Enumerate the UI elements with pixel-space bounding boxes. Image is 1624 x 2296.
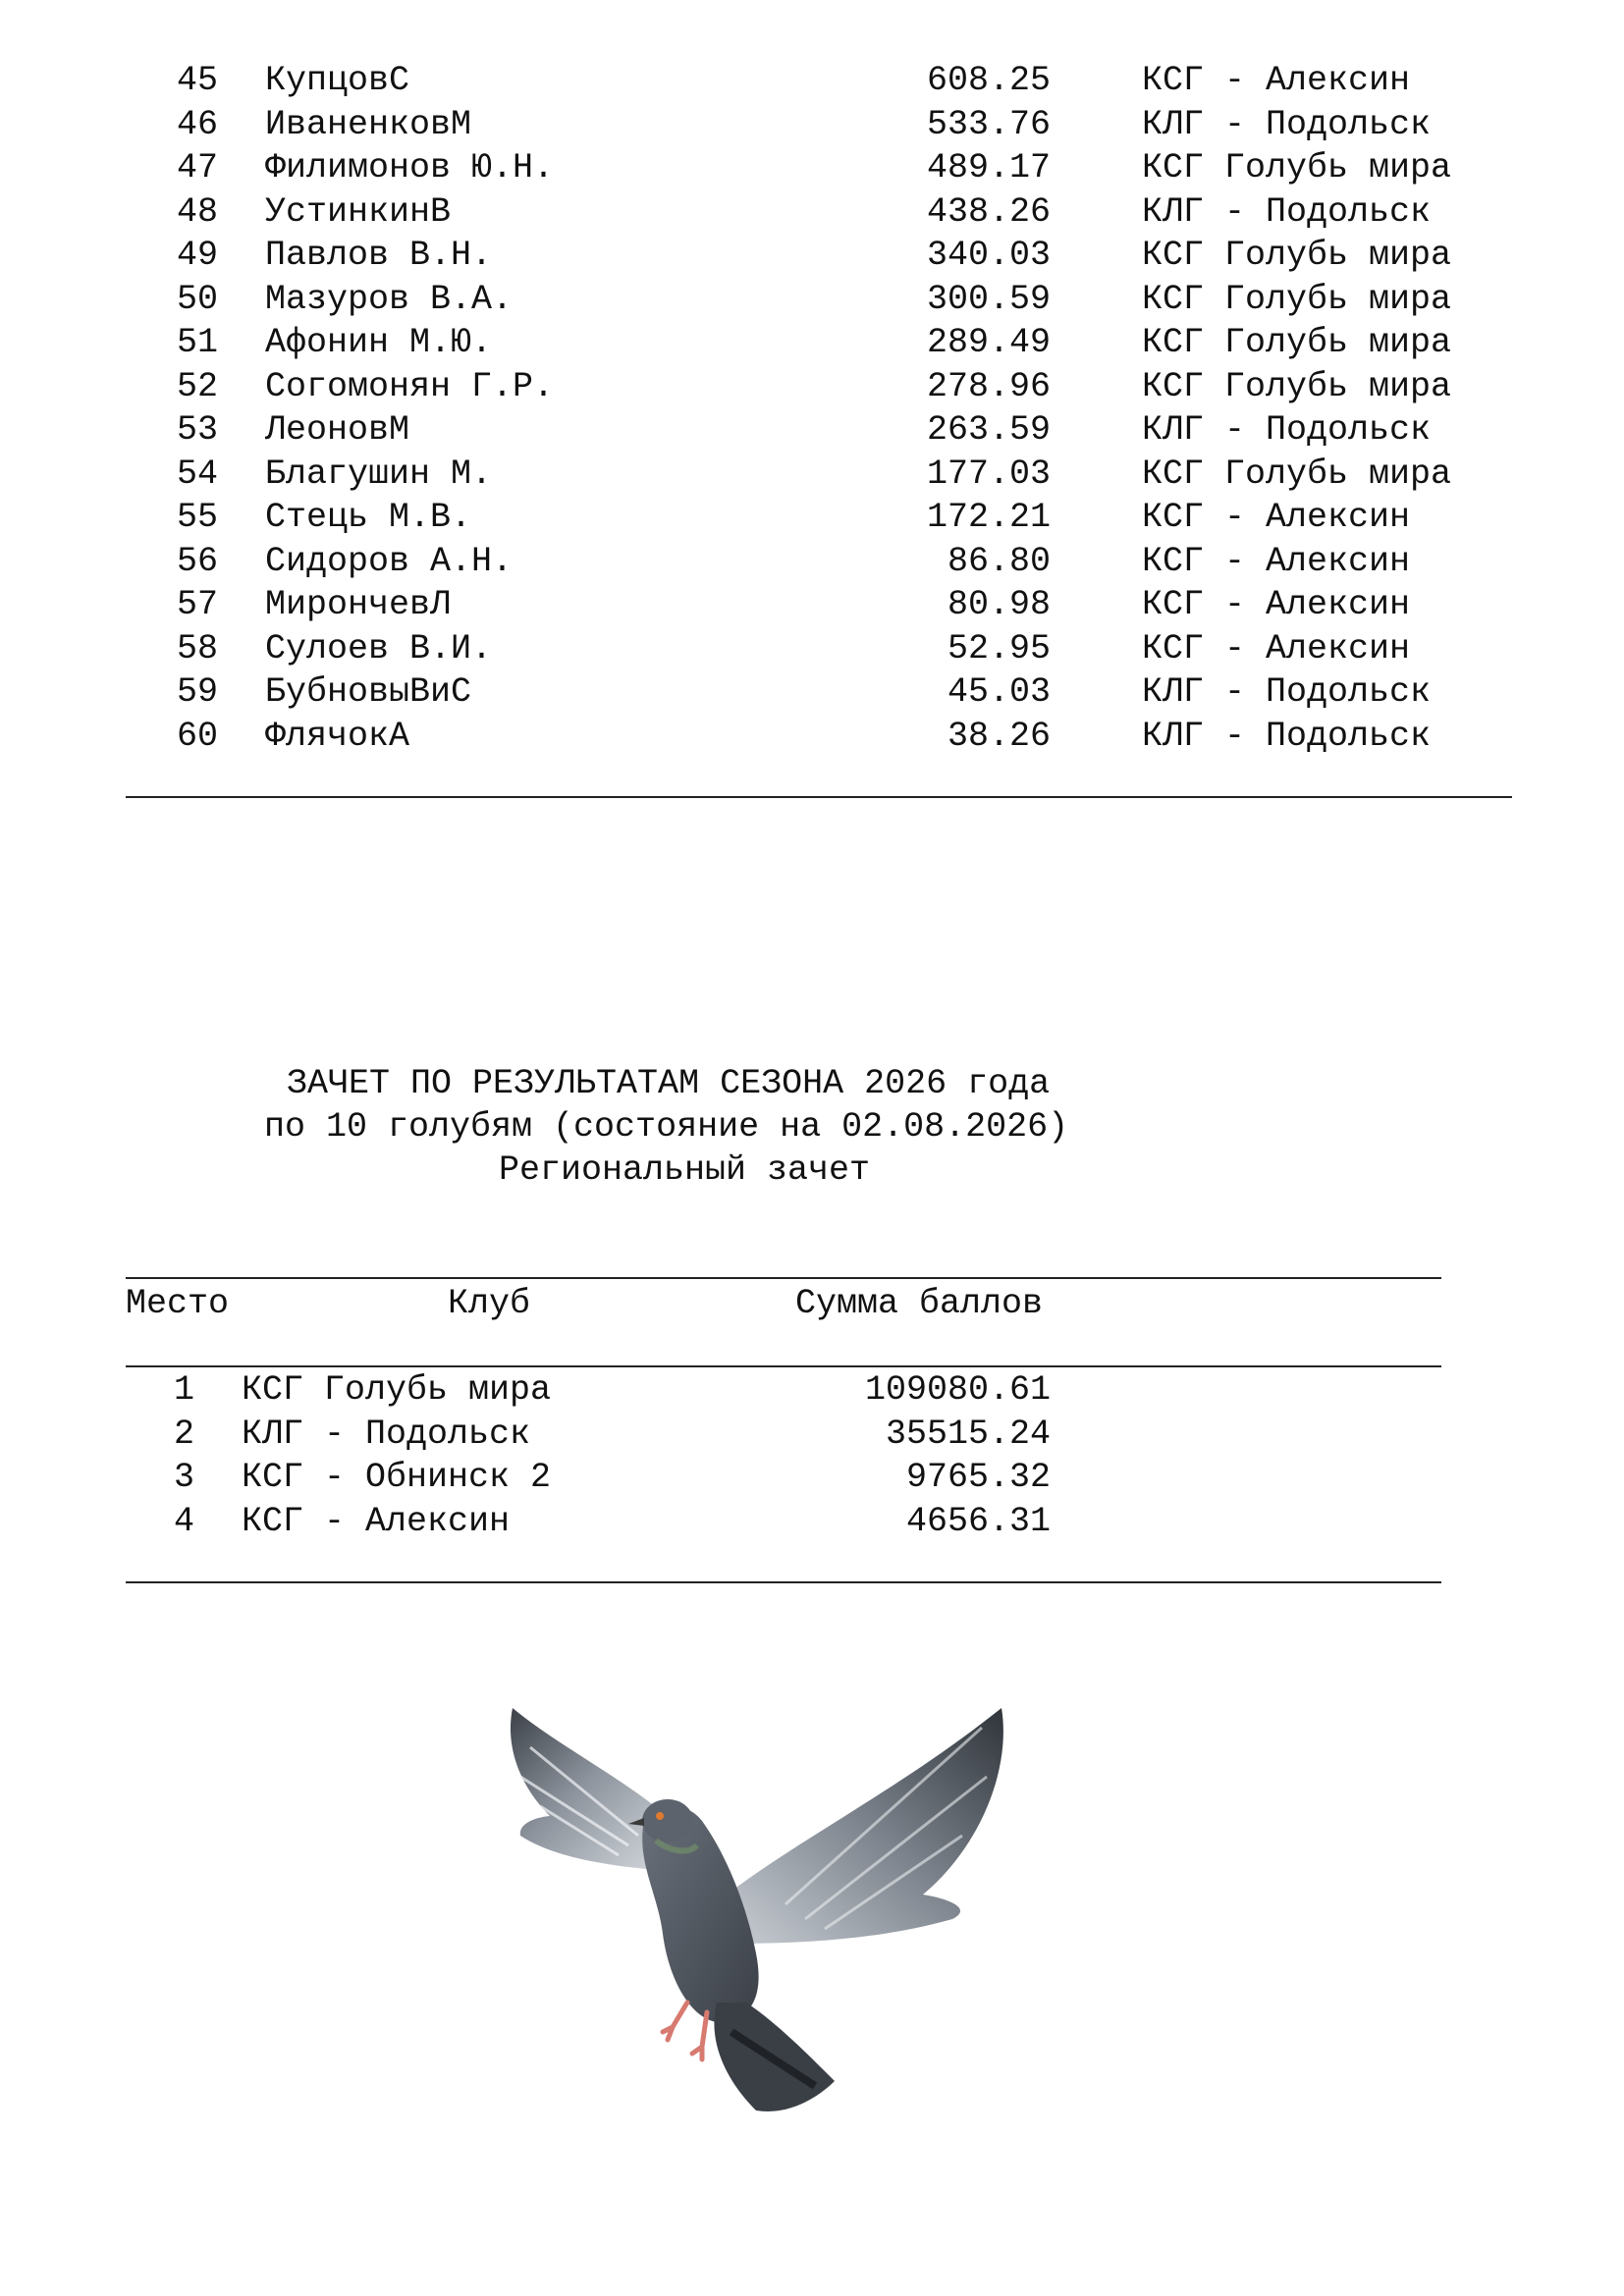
club-place: 2	[173, 1414, 194, 1454]
ranking-place: 45	[176, 61, 218, 100]
ranking-club: КСГ - Алексин	[1142, 61, 1411, 100]
ranking-name: КупцовС	[265, 61, 410, 100]
ranking-row	[0, 278, 1624, 322]
ranking-club: КСГ Голубь мира	[1142, 236, 1452, 275]
section-title: ЗАЧЕТ ПО РЕЗУЛЬТАТАМ СЕЗОНА 2026 года	[287, 1064, 1051, 1103]
ranking-name: Сидоров А.Н.	[265, 541, 514, 581]
club-place: 3	[173, 1458, 194, 1497]
ranking-name: Согомонян Г.Р.	[265, 366, 555, 406]
ranking-score: 533.76	[926, 104, 1051, 144]
ranking-score: 608.25	[926, 61, 1051, 100]
ranking-score: 438.26	[926, 191, 1051, 232]
ranking-row	[0, 190, 1624, 235]
ranking-place: 52	[176, 366, 218, 406]
ranking-score: 289.49	[926, 323, 1051, 362]
ranking-score: 300.59	[926, 279, 1051, 319]
ranking-score: 263.59	[926, 410, 1051, 450]
club-standings	[0, 1368, 1624, 1543]
ranking-club: КЛГ - Подольск	[1142, 716, 1432, 756]
ranking-row	[0, 670, 1624, 715]
ranking-club: КСГ Голубь мира	[1142, 148, 1452, 187]
ranking-place: 51	[176, 323, 218, 362]
ranking-club: КСГ - Алексин	[1142, 541, 1411, 581]
ranking-name: ЛеоновМ	[265, 410, 410, 450]
divider-line	[126, 1581, 1441, 1583]
ranking-name: Филимонов Ю.Н.	[265, 148, 555, 187]
ranking-place: 49	[176, 236, 218, 275]
ranking-name: ИваненковМ	[265, 104, 472, 144]
ranking-name: Сулоев В.И.	[265, 628, 493, 668]
ranking-place: 57	[176, 585, 218, 624]
ranking-club: КСГ Голубь мира	[1142, 454, 1452, 494]
ranking-name: МирончевЛ	[265, 585, 452, 624]
ranking-name: УстинкинВ	[265, 191, 452, 232]
club-row	[0, 1368, 1624, 1413]
ranking-place: 60	[176, 716, 218, 756]
ranking-row	[0, 103, 1624, 147]
club-row	[0, 1456, 1624, 1500]
ranking-club: КСГ Голубь мира	[1142, 366, 1452, 406]
ranking-row	[0, 234, 1624, 278]
ranking-club: КЛГ - Подольск	[1142, 191, 1432, 232]
ranking-club: КСГ Голубь мира	[1142, 279, 1452, 319]
ranking-club: КСГ - Алексин	[1142, 628, 1411, 668]
divider-line	[126, 796, 1512, 798]
ranking-row	[0, 583, 1624, 627]
ranking-row	[0, 59, 1624, 103]
club-row	[0, 1500, 1624, 1544]
ranking-name: Мазуров В.А.	[265, 279, 514, 319]
ranking-name: ФлячокА	[265, 716, 410, 756]
club-place: 4	[173, 1501, 194, 1541]
ranking-club: КЛГ - Подольск	[1142, 104, 1432, 144]
column-header-club: Клуб	[448, 1284, 531, 1323]
club-sum: 109080.61	[864, 1370, 1051, 1410]
ranking-club: КЛГ - Подольск	[1142, 672, 1432, 712]
column-header-place: Место	[126, 1284, 230, 1323]
ranking-score: 278.96	[926, 366, 1051, 406]
ranking-name: Стець М.В.	[265, 498, 472, 537]
ranking-name: Афонин М.Ю.	[265, 323, 493, 362]
ranking-score: 340.03	[926, 236, 1051, 275]
ranking-club: КЛГ - Подольск	[1142, 410, 1432, 450]
club-row	[0, 1413, 1624, 1457]
ranking-score: 45.03	[947, 672, 1051, 712]
ranking-place: 50	[176, 279, 218, 319]
ranking-place: 53	[176, 410, 218, 450]
ranking-score: 86.80	[947, 541, 1051, 581]
ranking-row	[0, 453, 1624, 497]
club-sum: 9765.32	[905, 1458, 1051, 1497]
ranking-row	[0, 408, 1624, 453]
club-name: КСГ - Алексин	[242, 1501, 511, 1541]
club-name: КСГ Голубь мира	[242, 1370, 552, 1410]
ranking-place: 46	[176, 104, 218, 144]
rankings-list	[0, 59, 1624, 758]
ranking-score: 38.26	[947, 716, 1051, 756]
club-place: 1	[173, 1370, 194, 1410]
ranking-score: 172.21	[926, 498, 1051, 537]
ranking-place: 48	[176, 191, 218, 232]
ranking-score: 489.17	[926, 148, 1051, 187]
ranking-club: КСГ - Алексин	[1142, 585, 1411, 624]
ranking-place: 58	[176, 628, 218, 668]
ranking-place: 55	[176, 498, 218, 537]
divider-line	[126, 1277, 1441, 1279]
ranking-row	[0, 146, 1624, 190]
club-sum: 4656.31	[905, 1501, 1051, 1541]
ranking-score: 52.95	[947, 628, 1051, 668]
ranking-place: 47	[176, 148, 218, 187]
ranking-row	[0, 540, 1624, 584]
ranking-row	[0, 496, 1624, 540]
ranking-club: КСГ Голубь мира	[1142, 323, 1452, 362]
club-sum: 35515.24	[885, 1414, 1051, 1454]
pigeon-icon	[491, 1708, 1021, 2120]
section-subtitle: по 10 голубям (состояние на 02.08.2026)	[264, 1107, 1069, 1147]
ranking-club: КСГ - Алексин	[1142, 498, 1411, 537]
section-caption: Региональный зачет	[499, 1150, 871, 1190]
ranking-score: 177.03	[926, 454, 1051, 494]
divider-line	[126, 1365, 1441, 1367]
ranking-name: БубновыВиС	[265, 672, 472, 712]
ranking-name: Павлов В.Н.	[265, 236, 493, 275]
column-header-sum: Сумма баллов	[795, 1284, 1044, 1323]
ranking-row	[0, 365, 1624, 409]
ranking-place: 59	[176, 672, 218, 712]
ranking-place: 56	[176, 541, 218, 581]
ranking-row	[0, 627, 1624, 671]
ranking-row	[0, 715, 1624, 759]
ranking-name: Благушин М.	[265, 454, 493, 494]
club-name: КСГ - Обнинск 2	[242, 1458, 552, 1497]
club-name: КЛГ - Подольск	[242, 1414, 531, 1454]
ranking-row	[0, 321, 1624, 365]
ranking-place: 54	[176, 454, 218, 494]
ranking-score: 80.98	[947, 585, 1051, 624]
